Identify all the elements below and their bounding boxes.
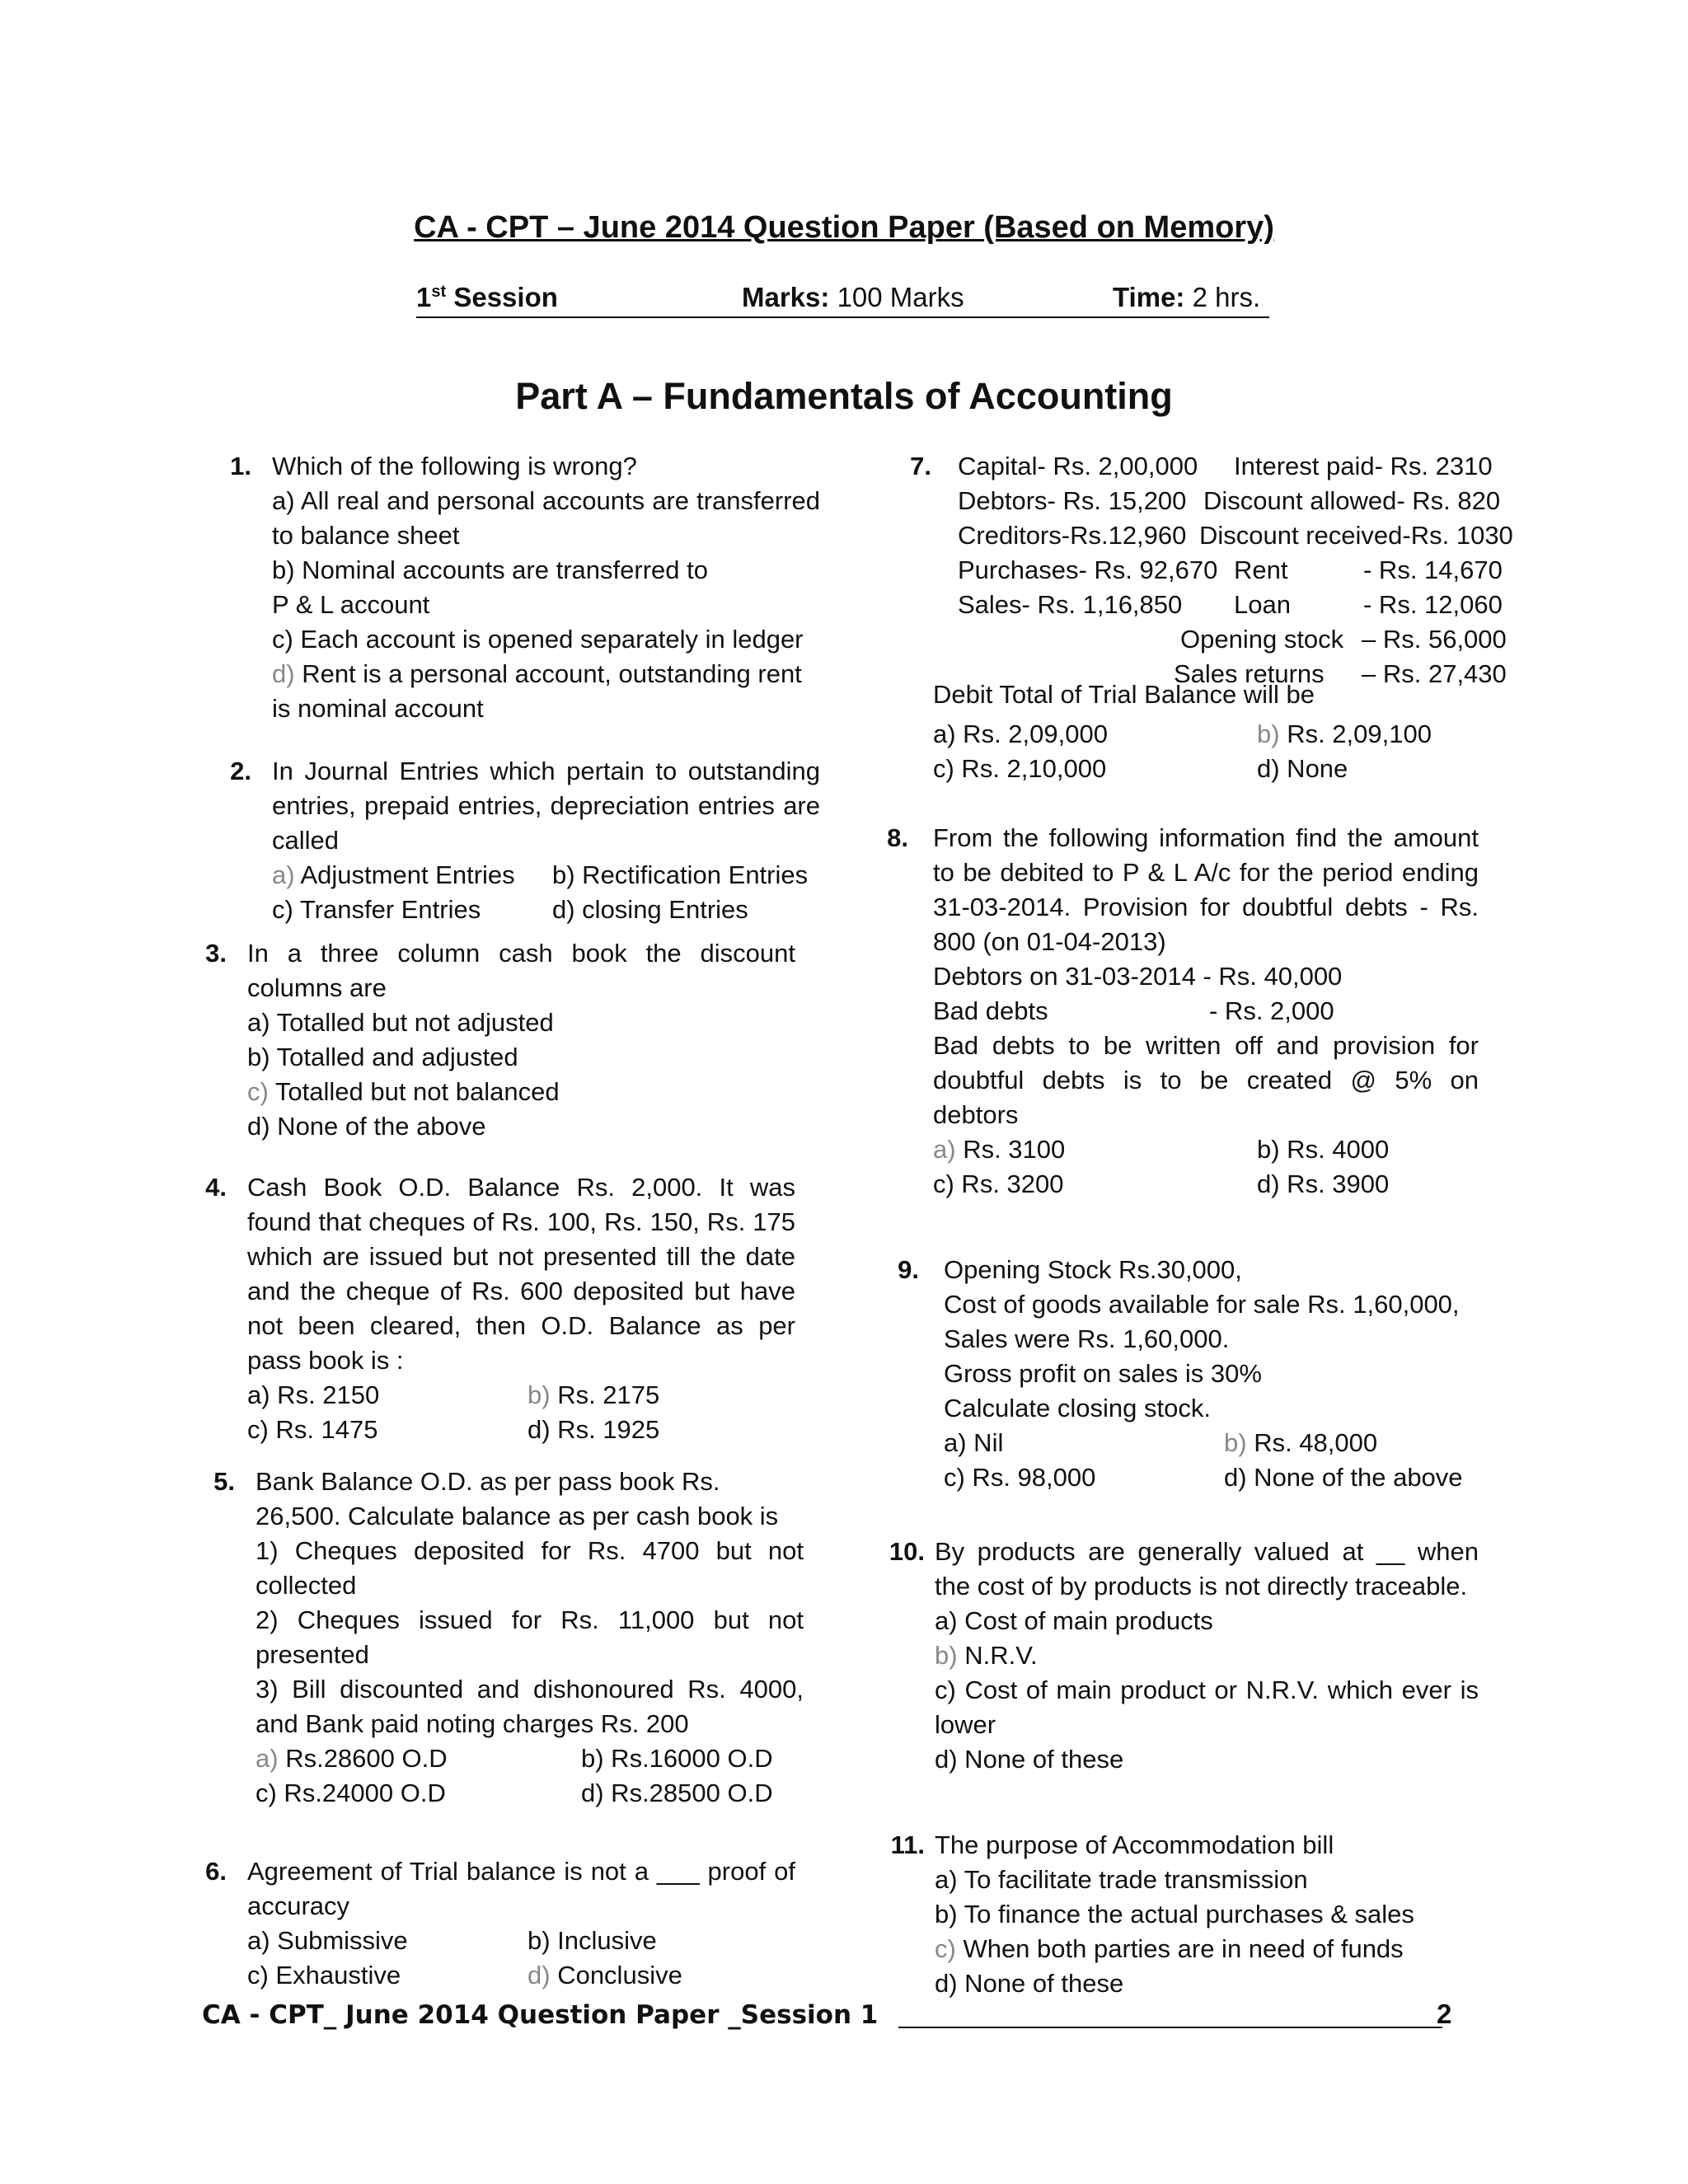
question-text: Cash Book O.D. Balance Rs. 2,000. It was found that cheques of Rs. 100, Rs. 150, Rs. 175 which are issued but not presented till the date and the cheque of Rs. 600 deposited but have not been cleared, then O.D. Balance as per pass book is :	[247, 1173, 795, 1375]
session-line	[416, 282, 1269, 318]
option-b: b) Rs. 2,09,100	[1257, 719, 1432, 748]
question-text: In Journal Entries which pertain to outstanding entries, prepaid entries, depreciation entries are called	[272, 757, 820, 855]
option-b: b) Rs. 4000	[1257, 1135, 1390, 1164]
option-a: a) Nil	[944, 1428, 1004, 1457]
question-number: 9.	[898, 1255, 919, 1284]
question-text: Sales were Rs. 1,60,000.	[944, 1324, 1230, 1353]
option-d: d) Rs. 3900	[1257, 1169, 1390, 1198]
question-number: 4.	[205, 1173, 227, 1202]
condition-2: 2) Cheques issued for Rs. 11,000 but not presented	[256, 1605, 804, 1669]
question-text: Debit Total of Trial Balance will be	[933, 680, 1315, 709]
option-c: c) When both parties are in need of funds	[935, 1934, 1404, 1963]
option-c: c) Transfer Entries	[272, 895, 481, 924]
question-number: 1.	[230, 452, 251, 480]
option-c: c) Rs. 3200	[933, 1169, 1064, 1198]
option-a: a) Adjustment Entries	[272, 860, 515, 889]
option-b: b) To finance the actual purchases & sales	[935, 1900, 1414, 1929]
option-a: a) Submissive	[247, 1926, 408, 1955]
option-d: d) Rs.28500 O.D	[581, 1779, 773, 1807]
question-number: 8.	[887, 823, 908, 852]
question-number: 5.	[213, 1467, 235, 1496]
question-text: Opening Stock Rs.30,000,	[944, 1255, 1242, 1284]
option-a: a) Cost of main products	[935, 1606, 1213, 1635]
question-number: 6.	[205, 1857, 227, 1886]
option-c: c) Rs. 2,10,000	[933, 754, 1107, 783]
question-number: 2.	[230, 757, 251, 785]
question-text: Cost of goods available for sale Rs. 1,60,000,	[944, 1290, 1460, 1319]
question-text: In a three column cash book the discount columns are	[247, 939, 795, 1002]
option-b-cont: P & L account	[272, 590, 430, 619]
option-d: d) closing Entries	[552, 895, 748, 924]
footer-rule	[898, 2027, 1442, 2028]
option-c: c) Rs. 1475	[247, 1415, 378, 1444]
time-info: Time: 2 hrs.	[1113, 282, 1261, 312]
page-number: 2	[1437, 1999, 1452, 2029]
option-b: b) Inclusive	[528, 1926, 657, 1955]
option-c: c) Totalled but not balanced	[247, 1077, 560, 1106]
paper-title: CA - CPT – June 2014 Question Paper (Based on Memory)	[414, 210, 1274, 245]
question-number: 10.	[889, 1537, 925, 1566]
option-a: a) To facilitate trade transmission	[935, 1865, 1308, 1894]
option-c: c) Rs.24000 O.D	[256, 1779, 446, 1807]
question-7-options	[933, 682, 1510, 786]
option-c: c) Exhaustive	[247, 1961, 401, 1990]
question-number: 7.	[910, 452, 931, 480]
option-b: b) Rs.16000 O.D	[581, 1744, 773, 1773]
question-text: Gross profit on sales is 30%	[944, 1359, 1262, 1388]
question-note: Bad debts to be written off and provision for doubtful debts is to be created @ 5% on debtors	[933, 1031, 1479, 1129]
question-text: Calculate closing stock.	[944, 1394, 1211, 1422]
part-title: Part A – Fundamentals of Accounting	[515, 375, 1173, 417]
option-a: a) Rs. 3100	[933, 1135, 1066, 1164]
marks-info: Marks: 100 Marks	[742, 282, 964, 312]
question-text: Agreement of Trial balance is not a ___ proof of accuracy	[247, 1857, 795, 1920]
footer-text: CA - CPT_ June 2014 Question Paper _Session 1	[202, 2000, 879, 2030]
option-b: b) Rectification Entries	[552, 860, 809, 889]
bad-debts-info: Bad debts - Rs. 2,000	[933, 996, 1334, 1025]
option-d: d) Rs. 1925	[528, 1415, 660, 1444]
option-b: b) Totalled and adjusted	[247, 1043, 518, 1071]
option-c: c) Rs. 98,000	[944, 1463, 1096, 1492]
question-number: 3.	[205, 939, 227, 968]
option-b: b) N.R.V.	[935, 1641, 1038, 1670]
condition-3: 3) Bill discounted and dishonoured Rs. 4000, and Bank paid noting charges Rs. 200	[256, 1675, 804, 1738]
option-d: d) Rent is a personal account, outstanding rent is nominal account	[272, 659, 802, 723]
option-b: b) Rs. 2175	[528, 1380, 660, 1409]
option-a: a) Rs.28600 O.D	[256, 1744, 448, 1773]
session-label: 1st Session	[416, 282, 558, 312]
question-number: 11.	[890, 1830, 925, 1859]
question-text: The purpose of Accommodation bill	[935, 1830, 1334, 1859]
option-c: c) Each account is opened separately in ledger	[272, 625, 804, 654]
debtors-info: Debtors on 31-03-2014 - Rs. 40,000	[933, 962, 1343, 991]
option-d: d) None of the above	[1224, 1463, 1463, 1492]
option-d: d) None	[1257, 754, 1348, 783]
account-list: Capital- Rs. 2,00,000 Interest paid- Rs. 2310 Debtors- Rs. 15,200 Discount allowed- Rs. 820 Creditors-Rs.12,960 Discount received-Rs. 1030 Purchases- Rs. 92,670 Rent - Rs. 14,670 Sales- Rs. 1,16,850 Loan - Rs. 12,060 Opening stock – Rs. 56,000 Sales returns – Rs. 27,430	[958, 452, 1513, 688]
option-a: a) Rs. 2150	[247, 1380, 380, 1409]
option-a: a) All real and personal accounts are transferred to balance sheet	[272, 486, 820, 550]
option-d: d) None of these	[935, 1969, 1124, 1998]
question-text: By products are generally valued at __ when the cost of by products is not directly traceable.	[935, 1537, 1479, 1601]
question-text: From the following information find the amount to be debited to P & L A/c for the period ending 31-03-2014. Provision for doubtful debts - Rs. 800 (on 01-04-2013)	[933, 823, 1479, 956]
option-b: b) Nominal accounts are transferred to	[272, 555, 708, 584]
option-c: c) Cost of main product or N.R.V. which ever is lower	[935, 1675, 1479, 1739]
option-d: d) None of these	[935, 1745, 1124, 1774]
option-a: a) Totalled but not adjusted	[247, 1008, 554, 1037]
question-text: Bank Balance O.D. as per pass book Rs. 26,500. Calculate balance as per cash book is	[256, 1467, 779, 1530]
option-d: d) None of the above	[247, 1112, 486, 1141]
option-b: b) Rs. 48,000	[1224, 1428, 1378, 1457]
condition-1: 1) Cheques deposited for Rs. 4700 but not collected	[256, 1536, 804, 1600]
option-d: d) Conclusive	[528, 1961, 682, 1990]
option-a: a) Rs. 2,09,000	[933, 719, 1108, 748]
page-footer	[202, 1999, 1451, 2030]
question-text: Which of the following is wrong?	[272, 452, 637, 480]
